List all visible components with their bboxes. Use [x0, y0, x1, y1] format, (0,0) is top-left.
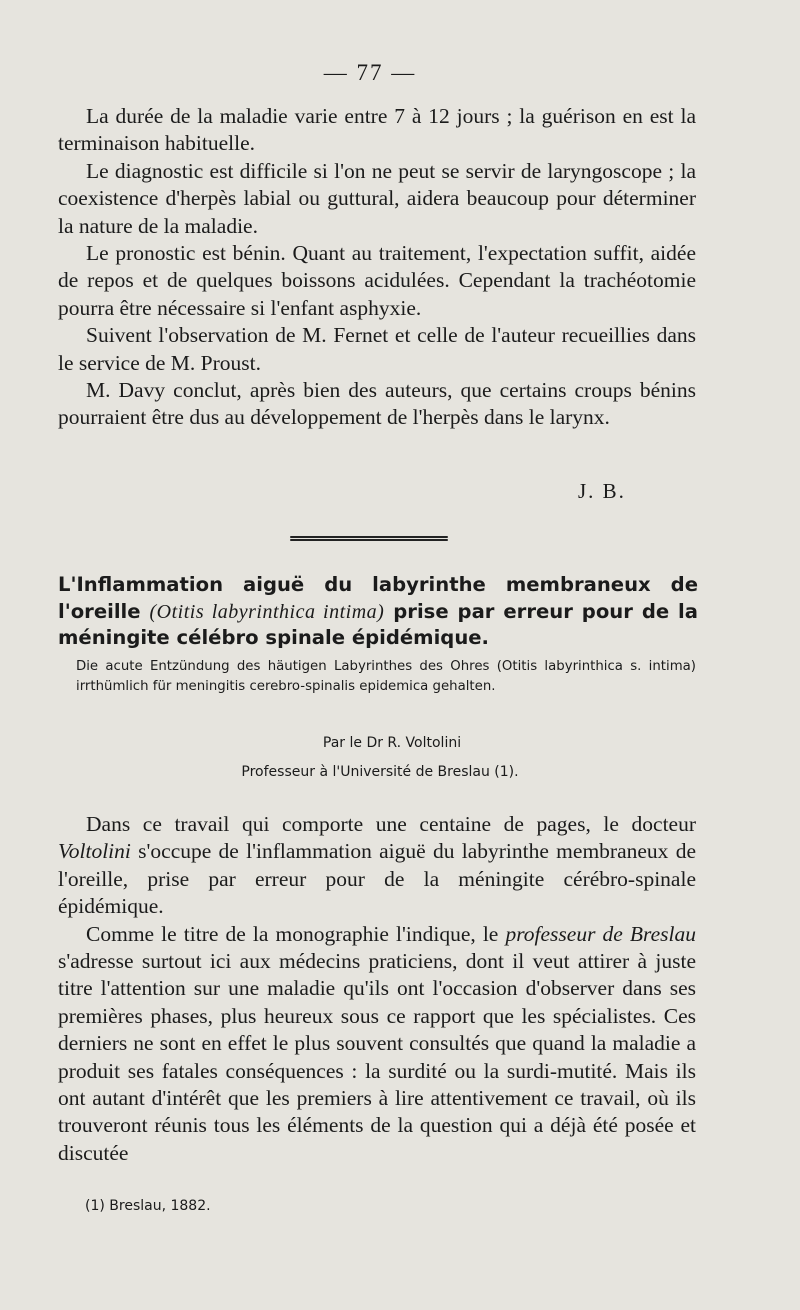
text-run: s'occupe de l'inflammation aiguë du labyrinthe membraneux de l'oreille, prise par erreur pour de la méningite cérébro-spinale épidémique. [58, 839, 696, 919]
paragraph: Le diagnostic est difficile si l'on ne peut se servir de laryngoscope ; la coexistence d'herpès labial ou guttural, aidera beaucoup pour déterminer la nature de la maladie. [58, 158, 696, 238]
emphasis: Voltolini [58, 839, 131, 864]
page-number: — 77 — [323, 60, 417, 85]
article-title [58, 572, 698, 652]
text-run: Dans ce travail qui comporte une centaine de pages, le docteur [86, 812, 696, 836]
paragraph: Suivent l'observation de M. Fernet et celle de l'auteur recueillies dans le service de M. Proust. [58, 323, 696, 375]
paragraph: Le pronostic est bénin. Quant au traitement, l'expectation suffit, aidée de repos et de quelques boissons acidulées. Cependant la trachéotomie pourra être nécessaire si l'enfant asphyxie. [58, 241, 696, 320]
section-divider [290, 536, 448, 541]
german-subtitle: Die acute Entzündung des häutigen Labyrinthes des Ohres (Otitis labyrinthica s. intima) irrthümlich für meningitis cerebro-spinalis epidemica gehalten. [76, 659, 696, 694]
text-run: Comme le titre de la monographie l'indique, le [86, 921, 506, 946]
article-body-text [58, 811, 696, 1167]
article-title-italic: (Otitis labyrinthica intima) [149, 600, 385, 623]
paragraph [58, 921, 696, 1168]
author-affiliation: Professeur à l'Université de Breslau (1). [241, 764, 519, 780]
article-title-part: prise par erreur pour de la méningite célébro spinale épidémique. [58, 599, 698, 649]
paragraph [58, 811, 696, 921]
text-run: s'adresse surtout ici aux médecins praticiens, dont il veut attirer à juste titre l'attention sur une maladie qu'ils ont l'occasion d'observer dans ses premières phases, plus heureux sous ce rapport que les spécialistes. Ces derniers ne sont en effet le plus souvent consultés que quand la maladie a produit ses fatales conséquences : la surdité ou la surdi-mutité. Mais ils ont autant d'intérêt que les premiers à lire attentivement ce travail, où ils trouveront réunis tous les éléments de la question qui a déjà été posée et discutée [58, 949, 696, 1165]
footnote: (1) Breslau, 1882. [85, 1198, 211, 1214]
signature-initials: J. B. [578, 479, 626, 503]
author-line: Par le Dr R. Voltolini [322, 735, 462, 751]
paragraph: La durée de la maladie varie entre 7 à 12 jours ; la guérison en est la terminaison habituelle. [58, 104, 696, 156]
paragraph: M. Davy conclut, après bien des auteurs, que certains croups bénins pourraient être dus au développement de l'herpès dans le larynx. [58, 378, 696, 430]
article-title-part: L'Inflammation aiguë du labyrinthe membraneux de l'oreille [58, 573, 698, 623]
review-conclusion-text [58, 103, 696, 432]
emphasis: professeur de Breslau [505, 921, 696, 946]
